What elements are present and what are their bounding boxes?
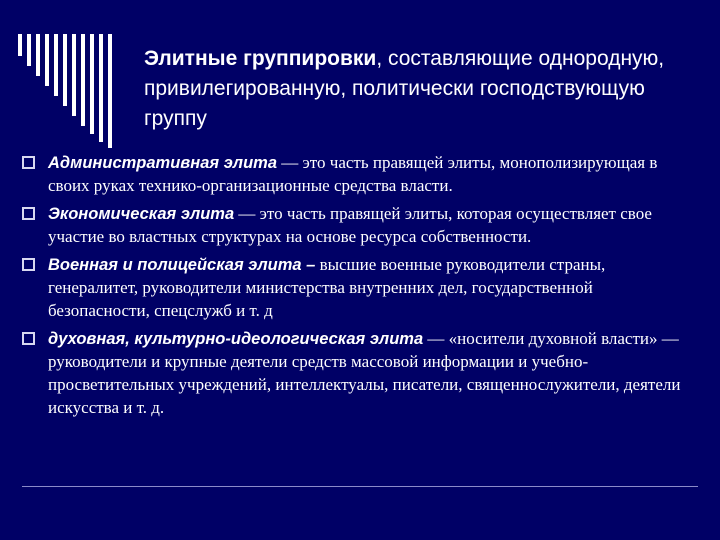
hollow-square-bullet-icon	[22, 156, 35, 169]
hollow-square-bullet-icon	[22, 332, 35, 345]
bullet-list	[22, 152, 682, 425]
slide-title	[144, 44, 704, 134]
item-text: высшие военные руководители страны, генералитет, руководители министерства внутренних дел, государственной безопасности, спецслужб и т. д	[48, 255, 606, 320]
list-item	[22, 328, 682, 420]
slide-title-bold: Элитные группировки	[144, 47, 377, 70]
divider-line	[22, 486, 698, 487]
hollow-square-bullet-icon	[22, 207, 35, 220]
list-item	[22, 203, 682, 249]
list-item	[22, 254, 682, 323]
slide-title-rest: , составляющие однородную, привилегированную, политически господствующую группу	[144, 47, 665, 130]
list-item	[22, 152, 682, 198]
item-term: Экономическая элита	[48, 205, 235, 223]
vertical-stripes-icon	[0, 0, 140, 150]
item-text: — «носители духовной власти» — руководители и крупные деятели средств массовой информации и учебно-просветительных учреждений, интеллектуалы, писатели, священнослужители, деятели искусства и т. д.	[48, 329, 681, 417]
item-term: духовная, культурно-идеологическая элита	[48, 330, 424, 348]
item-text: — это часть правящей элиты, которая осуществляет свое участие во властных структурах на основе ресурса собственности.	[48, 204, 652, 246]
item-term: Военная и полицейская элита –	[48, 256, 316, 274]
hollow-square-bullet-icon	[22, 258, 35, 271]
item-text: — это часть правящей элиты, монополизирующая в своих руках технико-организационные средства власти.	[48, 153, 658, 195]
item-term: Административная элита	[48, 154, 278, 172]
